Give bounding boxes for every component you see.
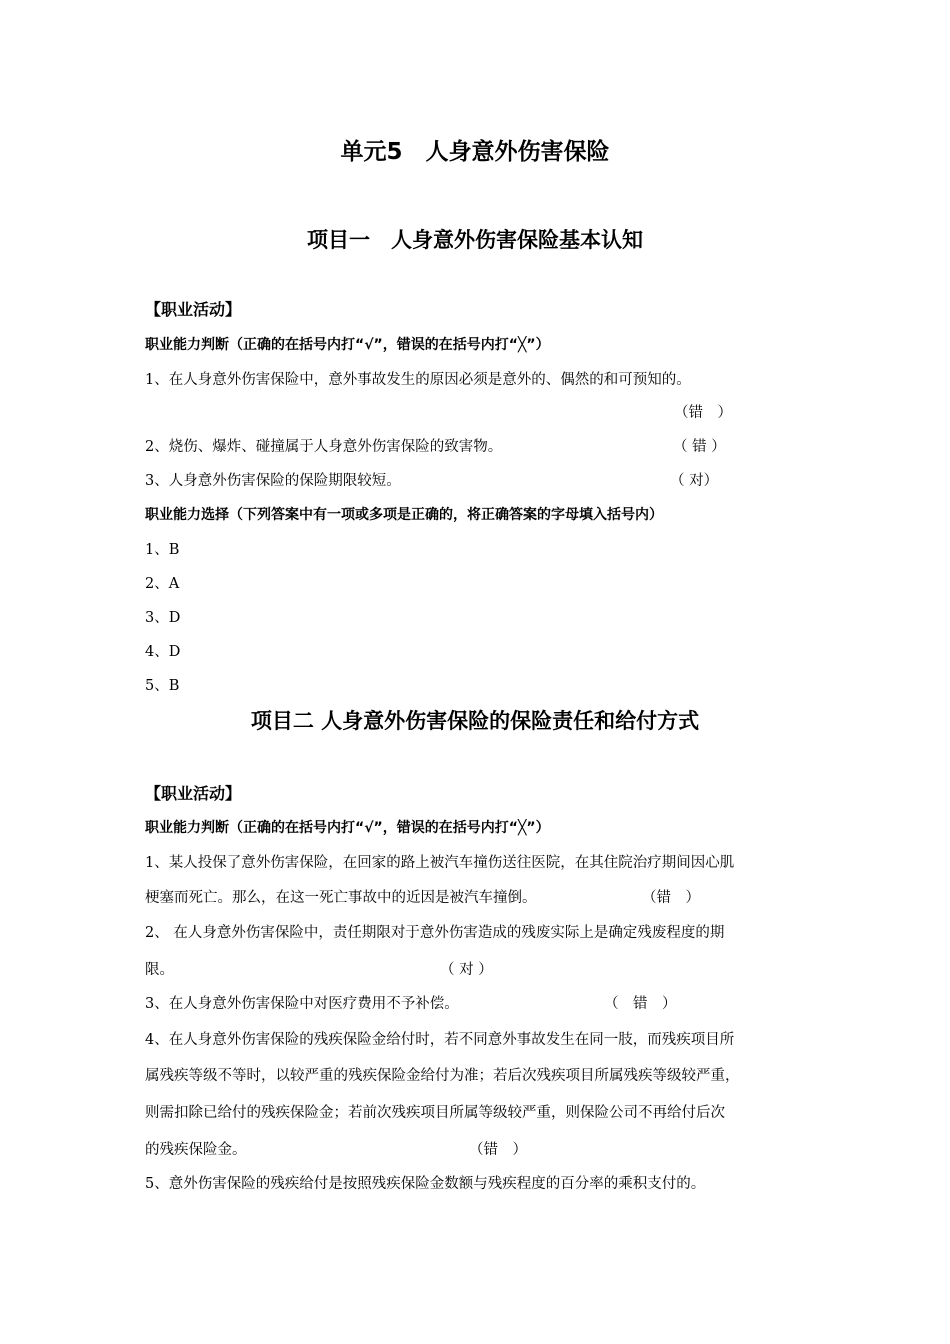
p1-choice-5: 5、B	[145, 678, 180, 694]
project2-title: 项目二 人身意外伤害保险的保险责任和给付方式	[250, 709, 700, 733]
p1-judgment-2-text: 2、烧伤、爆炸、碰撞属于人身意外伤害保险的致害物。	[145, 439, 503, 455]
project1-title: 项目一 人身意外伤害保险基本认知	[307, 228, 643, 252]
project2-judgment-header: 职业能力判断（正确的在括号内打“√”，错误的在括号内打“╳”）	[145, 820, 550, 836]
project1-activity-heading: 【职业活动】	[145, 300, 242, 319]
p1-judgment-1-answer: （错 ）	[674, 405, 732, 421]
p2-judgment-4-line-3: 则需扣除已给付的残疾保险金；若前次残疾项目所属等级较严重，则保险公司不再给付后次	[145, 1105, 725, 1121]
p2-judgment-2-answer: （ 对 ）	[440, 962, 493, 978]
p2-judgment-2-line-1: 2、 在人身意外伤害保险中，责任期限对于意外伤害造成的残废实际上是确定残废程度的期	[145, 925, 725, 941]
unit-title: 单元5 人身意外伤害保险	[340, 139, 610, 165]
p2-judgment-3-line-1: 3、在人身意外伤害保险中对医疗费用不予补偿。	[145, 996, 459, 1012]
p2-judgment-4-line-1: 4、在人身意外伤害保险的残疾保险金给付时，若不同意外事故发生在同一肢，而残疾项目所	[145, 1032, 735, 1048]
p1-judgment-1-text: 1、在人身意外伤害保险中，意外事故发生的原因必须是意外的、偶然的和可预知的。	[145, 372, 691, 388]
project1-judgment-header: 职业能力判断（正确的在括号内打“√”，错误的在括号内打“╳”）	[145, 337, 550, 353]
p1-choice-4: 4、D	[145, 644, 181, 660]
p2-judgment-1-line-2: 梗塞而死亡。那么，在这一死亡事故中的近因是被汽车撞倒。	[145, 890, 537, 906]
p2-judgment-2-line-2: 限。	[145, 962, 174, 978]
p1-judgment-3-text: 3、人身意外伤害保险的保险期限较短。	[145, 473, 401, 489]
p2-judgment-4-answer: （错 ）	[469, 1142, 527, 1158]
p2-judgment-5-line-1: 5、意外伤害保险的残疾给付是按照残疾保险金数额与残疾程度的百分率的乘积支付的。	[145, 1176, 706, 1192]
p2-judgment-4-line-4: 的残疾保险金。	[145, 1142, 247, 1158]
p2-judgment-1-line-1: 1、某人投保了意外伤害保险，在回家的路上被汽车撞伤送往医院，在其住院治疗期间因心肌	[145, 855, 735, 871]
p1-choice-1: 1、B	[145, 542, 180, 558]
p2-judgment-3-answer: （ 错 ）	[604, 996, 677, 1012]
p2-judgment-1-answer: （错 ）	[642, 890, 700, 906]
p1-choice-2: 2、A	[145, 576, 180, 592]
project2-activity-heading: 【职业活动】	[145, 784, 242, 803]
project1-choice-header: 职业能力选择（下列答案中有一项或多项是正确的，将正确答案的字母填入括号内）	[145, 507, 663, 523]
p1-choice-3: 3、D	[145, 610, 181, 626]
p1-judgment-2-answer: （ 错 ）	[673, 439, 726, 455]
p1-judgment-3-answer: （ 对）	[670, 473, 719, 489]
p2-judgment-4-line-2: 属残疾等级不等时，以较严重的残疾保险金给付为准；若后次残疾项目所属残疾等级较严重，	[145, 1068, 740, 1084]
